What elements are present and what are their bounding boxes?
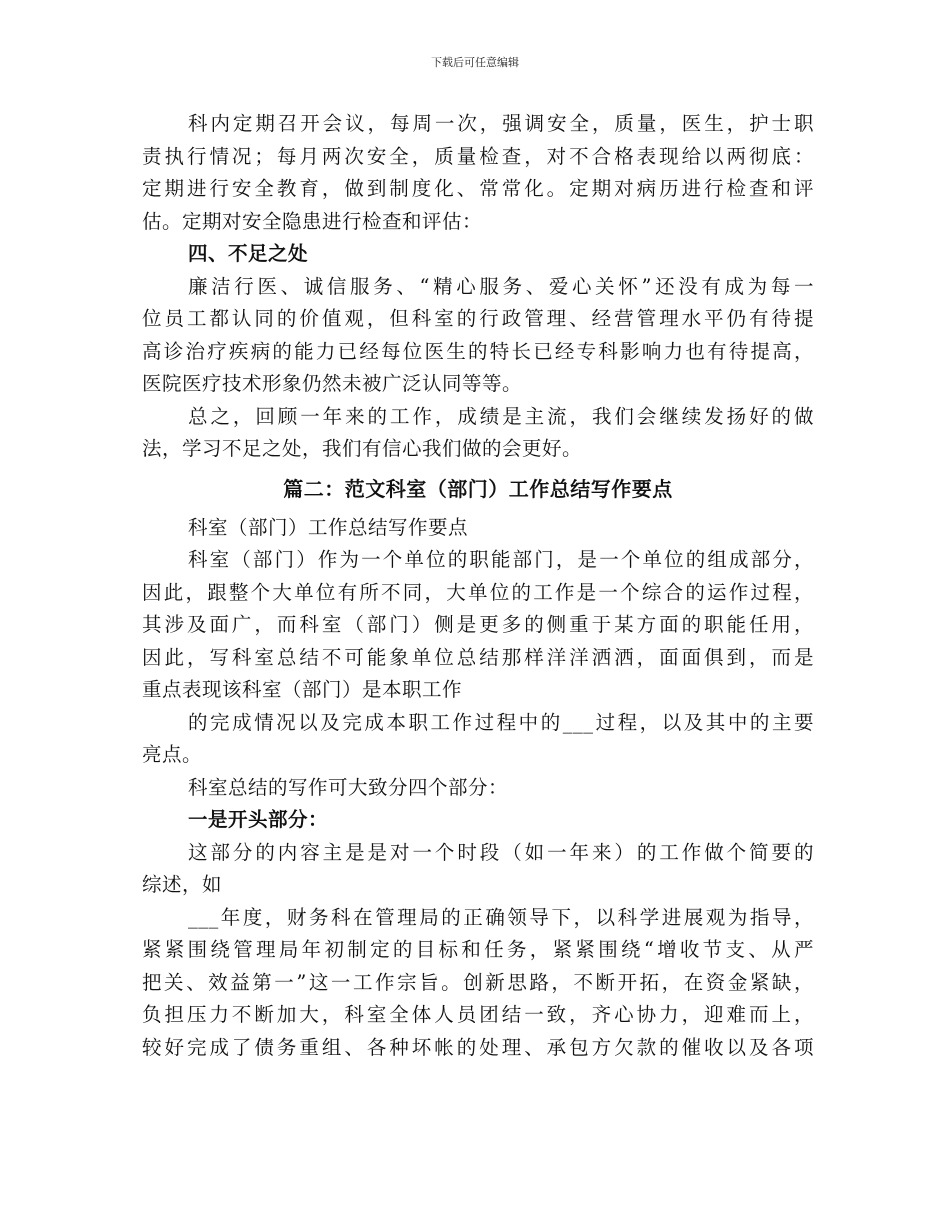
paragraph-line: 责执行情况；每月两次安全，质量检查，对不合格表现给以两彻底： — [142, 144, 814, 168]
section-heading: 一是开头部分： — [188, 808, 329, 831]
paragraph-line: 其涉及面广，而科室（部门）侧是更多的侧重于某方面的职能任用， — [142, 613, 814, 636]
section-heading: 四、不足之处 — [188, 242, 309, 265]
subtitle-line: 科室（部门）工作总结写作要点 — [188, 515, 469, 539]
paragraph-line: 把关、效益第一”这一工作宗旨。创新思路，不断开拓，在资金紧缺， — [142, 970, 814, 994]
paragraph-line: 定期进行安全教育，做到制度化、常常化。定期对病历进行检查和评 — [142, 177, 814, 200]
paragraph-line: 这部分的内容主是是对一个时段（如一年来）的工作做个简要的 — [188, 840, 814, 864]
paragraph-line: 科室（部门）作为一个单位的职能部门，是一个单位的组成部分， — [188, 548, 814, 571]
paragraph-line: 高诊治疗疾病的能力已经每位医生的特长已经专科影响力也有待提高， — [142, 339, 814, 363]
paragraph-line: 重点表现该科室（部门）是本职工作 — [142, 678, 463, 701]
paragraph-line: 亮点。 — [142, 743, 203, 766]
paragraph-line: 科内定期召开会议，每周一次，强调安全，质量，医生，护士职 — [188, 112, 814, 135]
paragraph-line: 较好完成了债务重组、各种坏帐的处理、承包方欠款的催收以及各项 — [142, 1035, 814, 1059]
paragraph-line: 紧紧围绕管理局年初制定的目标和任务，紧紧围绕“增收节支、从严 — [142, 938, 814, 961]
document-body — [142, 108, 814, 1064]
page-header: 下载后可任意编辑 — [431, 56, 519, 69]
paragraph-line: 估。定期对安全隐患进行检查和评估： — [142, 209, 483, 233]
paragraph-line: 法，学习不足之处，我们有信心我们做的会更好。 — [142, 437, 583, 460]
paragraph-line: 因此，写科室总结不可能象单位总结那样洋洋洒洒，面面俱到，而是 — [142, 645, 814, 669]
article-title: 篇二：范文科室（部门）工作总结写作要点 — [283, 476, 673, 501]
paragraph-line: ___年度，财务科在管理局的正确领导下，以科学进展观为指导， — [188, 905, 814, 929]
paragraph-line: 科室总结的写作可大致分四个部分： — [188, 775, 509, 799]
paragraph-line: 总之，回顾一年来的工作，成绩是主流，我们会继续发扬好的做 — [188, 404, 814, 428]
paragraph-line: 负担压力不断加大，科室全体人员团结一致，齐心协力，迎难而上， — [142, 1003, 814, 1026]
paragraph-line: 因此，跟整个大单位有所不同，大单位的工作是一个综合的运作过程， — [142, 580, 814, 604]
paragraph-line: 位员工都认同的价值观，但科室的行政管理、经营管理水平仍有待提 — [142, 307, 814, 330]
paragraph-line: 综述，如 — [142, 873, 223, 896]
paragraph-line: 医院医疗技术形象仍然未被广泛认同等等。 — [142, 372, 523, 395]
paragraph-line: 的完成情况以及完成本职工作过程中的___过程，以及其中的主要 — [188, 710, 814, 734]
paragraph-line: 廉洁行医、诚信服务、“精心服务、爱心关怀”还没有成为每一 — [188, 274, 814, 298]
